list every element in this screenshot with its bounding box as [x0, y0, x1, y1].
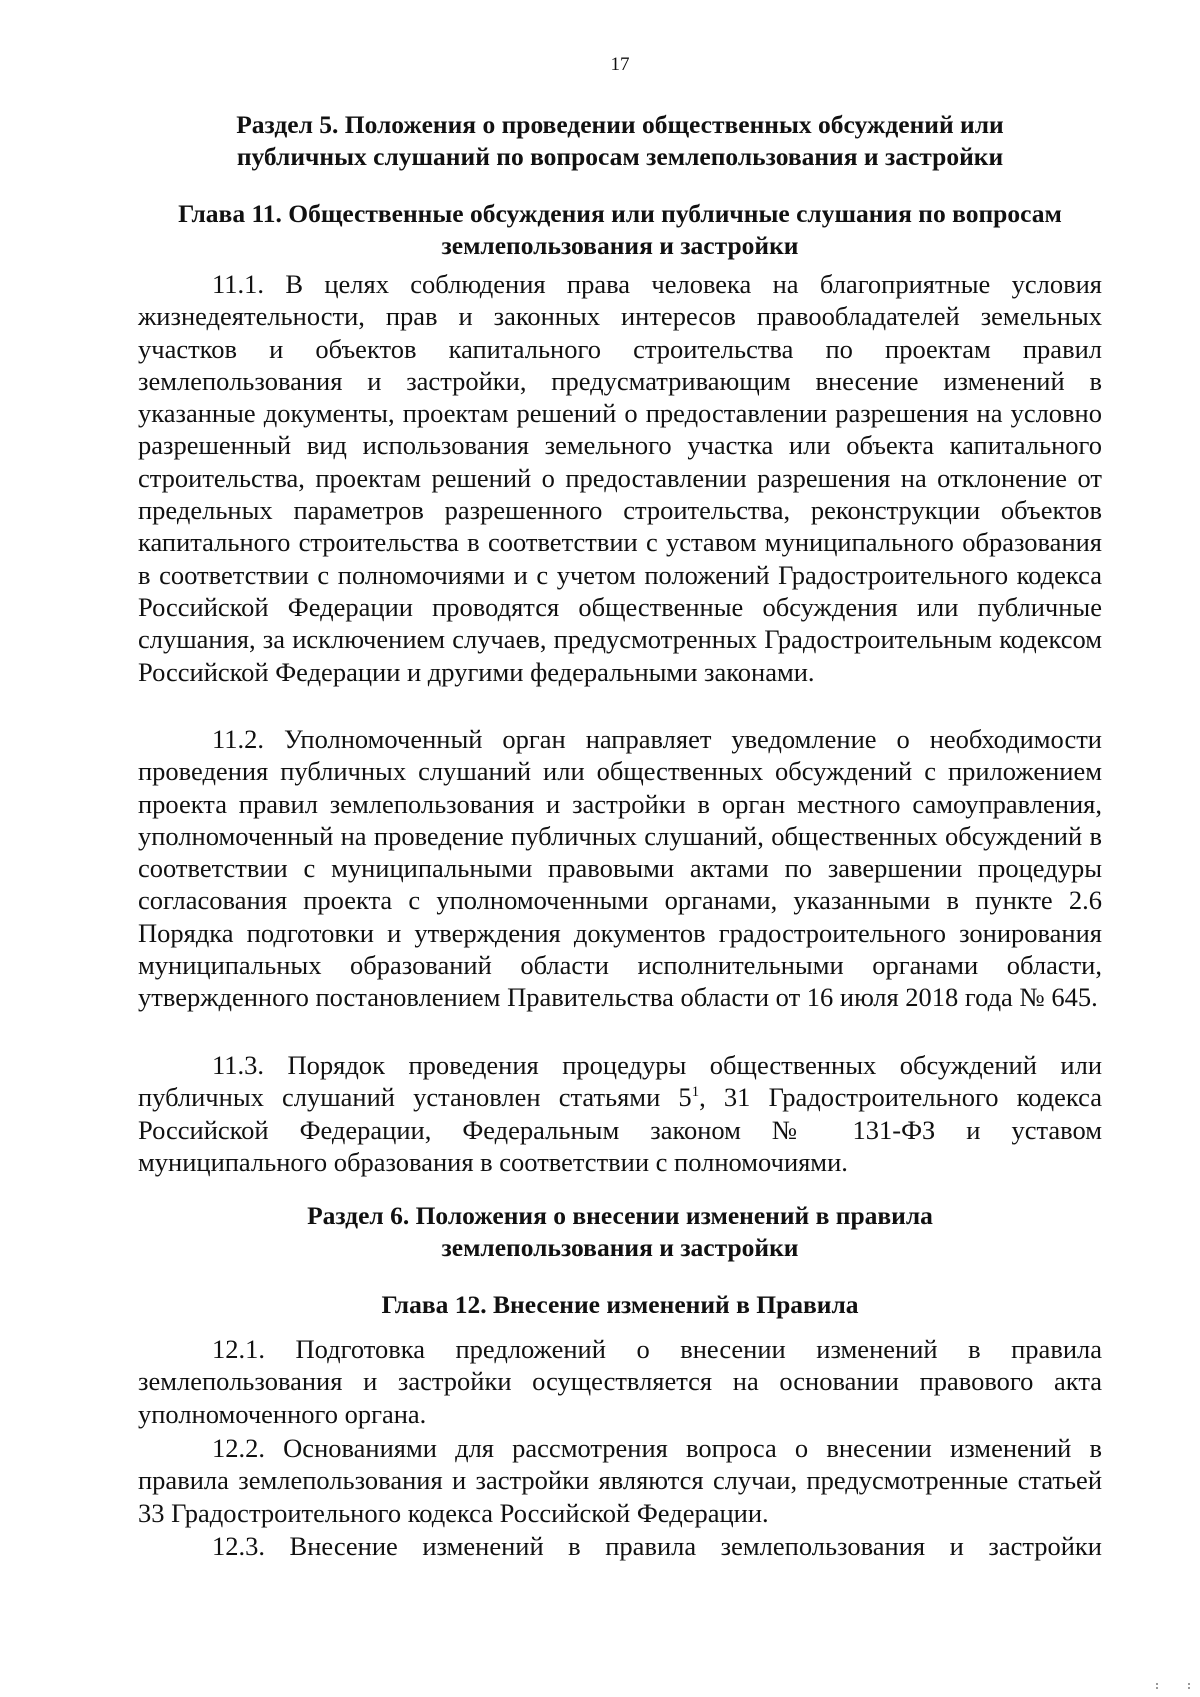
paragraph-12-3: 12.3. Внесение изменений в правила землепользования и застройки	[212, 1531, 1102, 1561]
section-6-heading	[138, 1200, 1102, 1264]
superscript-1: 1	[691, 1084, 700, 1101]
section-5-heading-line-1: Раздел 5. Положения о проведении общественных обсуждений или	[236, 110, 1004, 139]
page-number: 17	[610, 54, 630, 75]
chapter-12-heading: Глава 12. Внесение изменений в Правила	[381, 1290, 859, 1319]
chapter-11-heading-line-1: Глава 11. Общественные обсуждения или публичные слушания по вопросам	[178, 199, 1062, 228]
paragraph-11-3	[138, 1049, 1102, 1178]
section-6-heading-line-2: землепользования и застройки	[441, 1233, 799, 1262]
scan-artifact	[1156, 1683, 1190, 1689]
paragraph-11-3-text-start: 11.3. Порядок проведения процедуры общественных обсуждений или публичных слушаний установлен статьями 5	[138, 1050, 1102, 1113]
paragraph-11-3-text-end: , 31 Градостроительного кодекса Российской Федерации, Федеральным законом № 131-ФЗ и уставом муниципального образования в соответствии с полномочиями.	[138, 1082, 1102, 1177]
chapter-11-heading-line-2: землепользования и застройки	[441, 231, 799, 260]
paragraph-12-2: 12.2. Основаниями для рассмотрения вопроса о внесении изменений в правила землепользования и застройки являются случаи, предусмотренные статьей 33 Градостроительного кодекса Российской Федерации.	[138, 1433, 1102, 1528]
paragraph-11-1: 11.1. В целях соблюдения права человека на благоприятные условия жизнедеятельности, прав и законных интересов правообладателей земельных участков и объектов капитального строительства по проектам правил землепользования и застройки, предусматривающим внесение изменений в указанные документы, проектам решений о предоставлении разрешения на условно разрешенный вид использования земельного участка или объекта капитального строительства, проектам решений о предоставлении разрешения на отклонение от предельных параметров разрешенного строительства, реконструкции объектов капитального строительства в соответствии с уставом муниципального образования в соответствии с полномочиями и с учетом положений Градостроительного кодекса Российской Федерации проводятся общественные обсуждения или публичные слушания, за исключением случаев, предусмотренных Градостроительным кодексом Российской Федерации и другими федеральными законами.	[138, 269, 1102, 687]
chapter-11-heading	[138, 198, 1102, 262]
section-5-heading	[138, 109, 1102, 173]
section-6-heading-line-1: Раздел 6. Положения о внесении изменений в правила	[307, 1201, 933, 1230]
paragraph-11-2: 11.2. Уполномоченный орган направляет уведомление о необходимости проведения публичных слушаний или общественных обсуждений с приложением проекта правил землепользования и застройки в орган местного самоуправления, уполномоченный на проведение публичных слушаний, общественных обсуждений в соответствии с муниципальными правовыми актами по завершении процедуры согласования проекта с уполномоченными органами, указанными в пункте 2.6 Порядка подготовки и утверждения документов градостроительного зонирования муниципальных образований области исполнительными органами области, утвержденного постановлением Правительства области от 16 июля 2018 года № 645.	[138, 724, 1102, 1013]
section-5-heading-line-2: публичных слушаний по вопросам землепользования и застройки	[236, 142, 1004, 171]
paragraph-12-1: 12.1. Подготовка предложений о внесении изменений в правила землепользования и застройки осуществляется на основании правового акта уполномоченного органа.	[138, 1334, 1102, 1429]
